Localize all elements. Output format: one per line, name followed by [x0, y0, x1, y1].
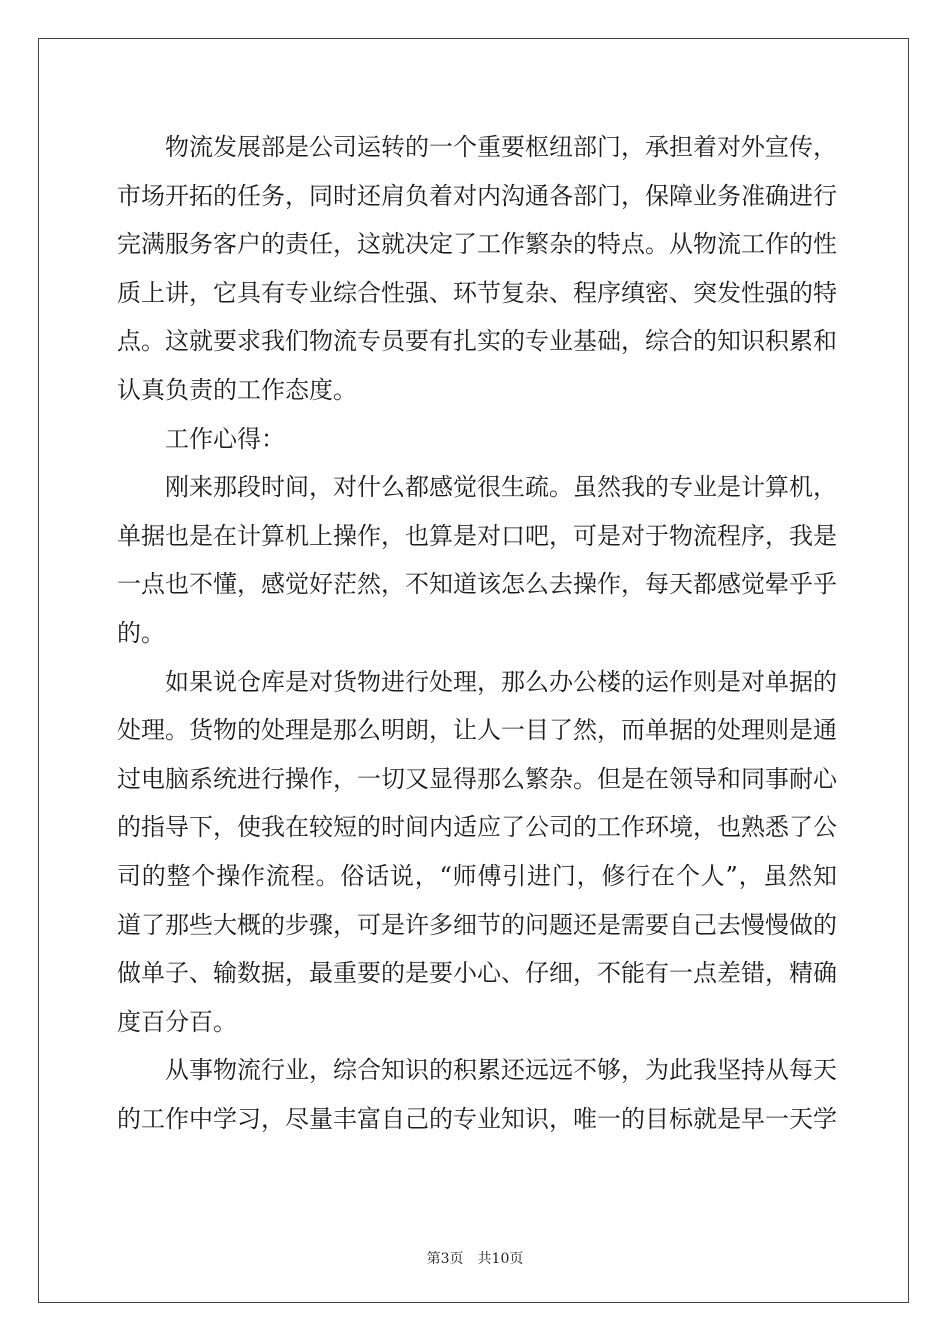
paragraph-intro: 物流发展部是公司运转的一个重要枢纽部门，承担着对外宣传，市场开拓的任务，同时还肩负着对内沟通各部门，保障业务准确进行完满服务客户的责任，这就决定了工作繁杂的特点。从物流工作的性质上讲，它具有专业综合性强、环节复杂、程序缜密、突发性强的特点。这就要求我们物流专员要有扎实的专业基础，综合的知识积累和认真负责的工作态度。 [117, 133, 837, 404]
paragraph-warehouse-vs-office: 如果说仓库是对货物进行处理，那么办公楼的运作则是对单据的处理。货物的处理是那么明朗，让人一目了然，而单据的处理则是通过电脑系统进行操作，一切又显得那么繁杂。但是在领导和同事耐心的指导下，使我在较短的时间内适应了公司的工作环境，也熟悉了公司的整个操作流程。俗话说，“师傅引进门，修行在个人”，虽然知道了那些大概的步骤，可是许多细节的问题还是需要自己去慢慢做的做单子、输数据，最重要的是要小心、仔细，不能有一点差错，精确度百分百。 [117, 667, 837, 1036]
document-body [117, 123, 837, 1143]
paragraph-heading-work-experience: 工作心得： [165, 424, 285, 453]
paragraph-first-days: 刚来那段时间，对什么都感觉很生疏。虽然我的专业是计算机，单据也是在计算机上操作，也算是对口吧，可是对于物流程序，我是一点也不懂，感觉好茫然，不知道该怎么去操作，每天都感觉晕乎乎的。 [117, 473, 837, 647]
page-number: 第3页 共10页 [426, 1251, 524, 1267]
paragraph-learning: 从事物流行业，综合知识的积累还远远不够，为此我坚持从每天的工作中学习，尽量丰富自己的专业知识，唯一的目标就是早一天学 [117, 1056, 837, 1133]
